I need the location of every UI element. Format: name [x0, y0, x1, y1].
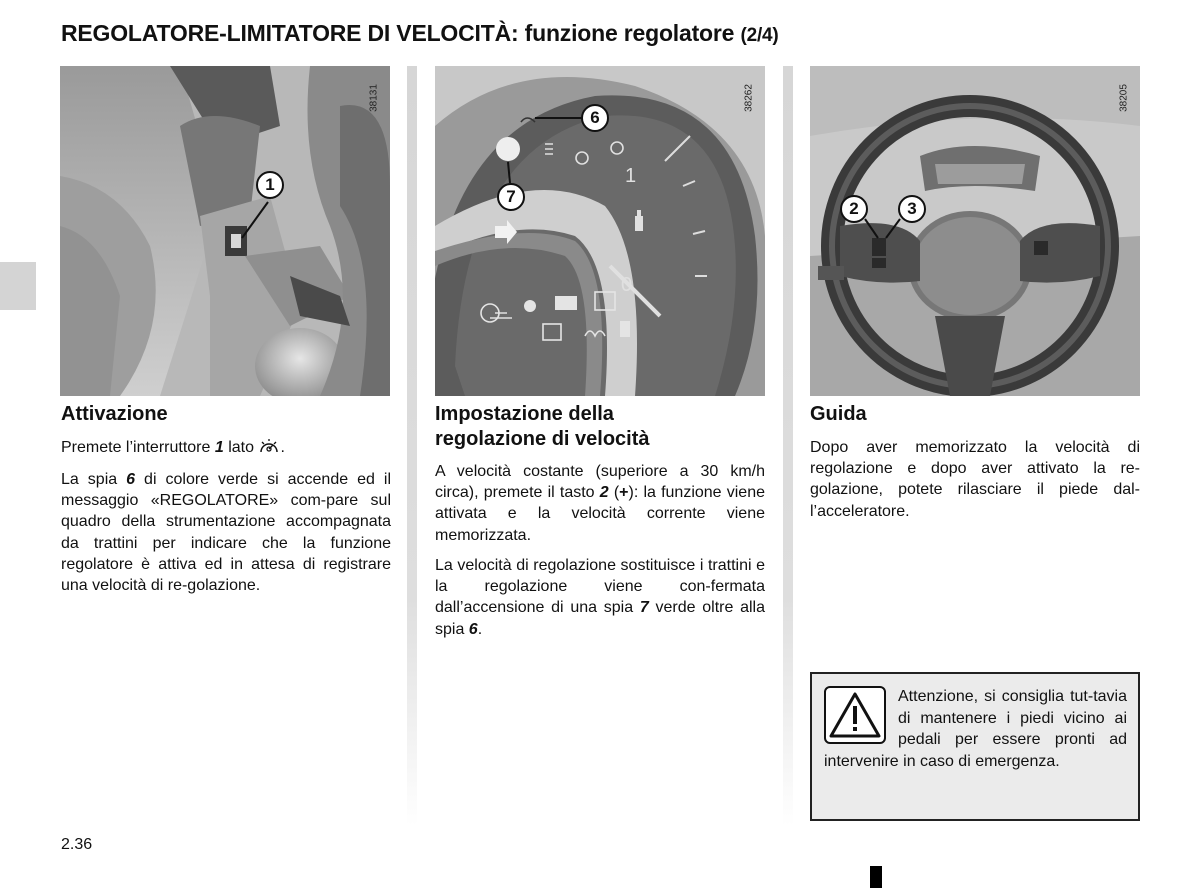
heading-impostazione: Impostazione della regolazione di velocità [435, 403, 650, 450]
callout-2: 2 [840, 195, 868, 223]
col1-paragraph-2: La spia 6 di colore verde si accende ed il messaggio «REGOLATORE» com-pare sul quadro della strumentazione accompagnata da trattini per indicare che la funzione regolatore è attiva ed in attesa di registrare una velocità di re-golazione. [61, 471, 391, 595]
figure-steering-wheel [810, 66, 1140, 396]
warning-box [810, 672, 1140, 821]
page-number: 2.36 [61, 836, 93, 853]
console-photo [60, 66, 390, 396]
callout-6: 6 [581, 104, 609, 132]
figure-ref: 38205 [1118, 84, 1130, 112]
callout-7: 7 [497, 183, 525, 211]
steering-photo [810, 66, 1140, 396]
page-marker [870, 866, 882, 888]
page-fraction: (2/4) [740, 25, 779, 46]
col1-paragraph-1: Premete l’interruttore 1 lato . [61, 439, 285, 456]
heading-attivazione: Attivazione [61, 403, 168, 425]
section-tab [0, 262, 36, 310]
figure-ref: 38131 [368, 84, 380, 112]
callout-1: 1 [256, 171, 284, 199]
page-title [61, 20, 779, 47]
col2-paragraph-1: A velocità costante (superiore a 30 km/h circa), premete il tasto 2 (+): la funzione viene attivata e la velocità corrente viene memorizzata. [435, 463, 766, 544]
cruise-control-icon [258, 437, 280, 455]
heading-guida: Guida [810, 403, 867, 425]
column-divider [407, 66, 417, 826]
callout-3: 3 [898, 195, 926, 223]
svg-text:0: 0 [621, 274, 633, 296]
warning-triangle-icon [824, 686, 890, 746]
col2-paragraph-2: La velocità di regolazione sostituisce i trattini e la regolazione viene con-fermata dall’accensione di una spia 7 verde oltre alla spia 6. [435, 557, 766, 638]
svg-text:1: 1 [625, 165, 637, 187]
title-text: REGOLATORE-LIMITATORE DI VELOCITÀ: funzione regolatore [61, 20, 735, 46]
col3-paragraph-1: Dopo aver memorizzato la velocità di regolazione e dopo aver attivato la re-golazione, potete rilasciare il piede dal-l’acceleratore. [810, 439, 1140, 520]
figure-instrument-cluster [435, 66, 765, 396]
column-divider [783, 66, 793, 826]
figure-ref: 38262 [743, 84, 755, 112]
figure-console-switch [60, 66, 390, 396]
warning-text: Attenzione, si consiglia tut-tavia di mantenere i piedi vicino ai pedali per essere pronti ad intervenire in caso di emergenza. [824, 688, 1127, 770]
